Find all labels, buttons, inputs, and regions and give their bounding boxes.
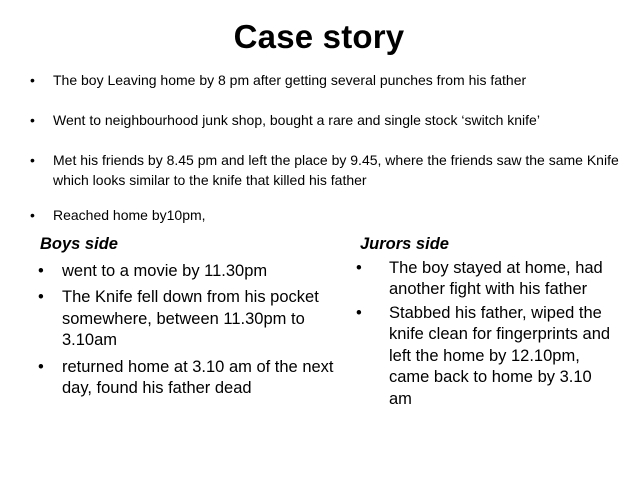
list-item-text: Met his friends by 8.45 pm and left the place by 9.45, where the friends saw the same Knife which looks similar to the knife that killed his father xyxy=(53,152,619,188)
list-item-text: Reached home by10pm, xyxy=(53,207,206,223)
list-item-text: The boy Leaving home by 8 pm after getting several punches from his father xyxy=(53,72,527,88)
list-item-text: Went to neighbourhood junk shop, bought a rare and single stock ‘switch knife’ xyxy=(53,112,540,128)
jurors-side-heading: Jurors side xyxy=(360,235,449,253)
boys-side-column xyxy=(38,234,338,400)
list-item-text: went to a movie by 11.30pm xyxy=(62,261,268,280)
list-item xyxy=(30,110,620,130)
list-item xyxy=(356,303,616,411)
list-item xyxy=(38,357,338,400)
bullet-icon: • xyxy=(356,258,362,277)
list-item xyxy=(38,287,338,352)
bullet-icon: • xyxy=(30,72,35,88)
list-item-text: The boy stayed at home, had another fight with his father xyxy=(389,258,603,298)
bullet-icon: • xyxy=(30,112,35,128)
list-item-text: Stabbed his father, wiped the knife clean for fingerprints and left the home by 12.10pm, came back to home by 3.10 am xyxy=(389,303,611,408)
bullet-icon: • xyxy=(38,288,44,306)
list-item xyxy=(30,150,620,190)
list-item xyxy=(356,258,616,301)
list-item xyxy=(38,261,338,283)
boys-side-heading: Boys side xyxy=(40,235,118,253)
bullet-icon: • xyxy=(356,303,362,322)
list-item-text: returned home at 3.10 am of the next day, found his father dead xyxy=(62,357,334,397)
bullet-icon: • xyxy=(30,207,35,223)
bullet-icon: • xyxy=(30,152,35,168)
list-item xyxy=(30,205,620,225)
slide-title: Case story xyxy=(233,18,405,55)
list-item xyxy=(30,70,620,90)
jurors-side-column xyxy=(356,234,616,410)
list-item-text: The Knife fell down from his pocket somewhere, between 11.30pm to 3.10am xyxy=(62,288,319,349)
bullet-icon: • xyxy=(38,261,44,280)
bullet-icon: • xyxy=(38,357,44,376)
